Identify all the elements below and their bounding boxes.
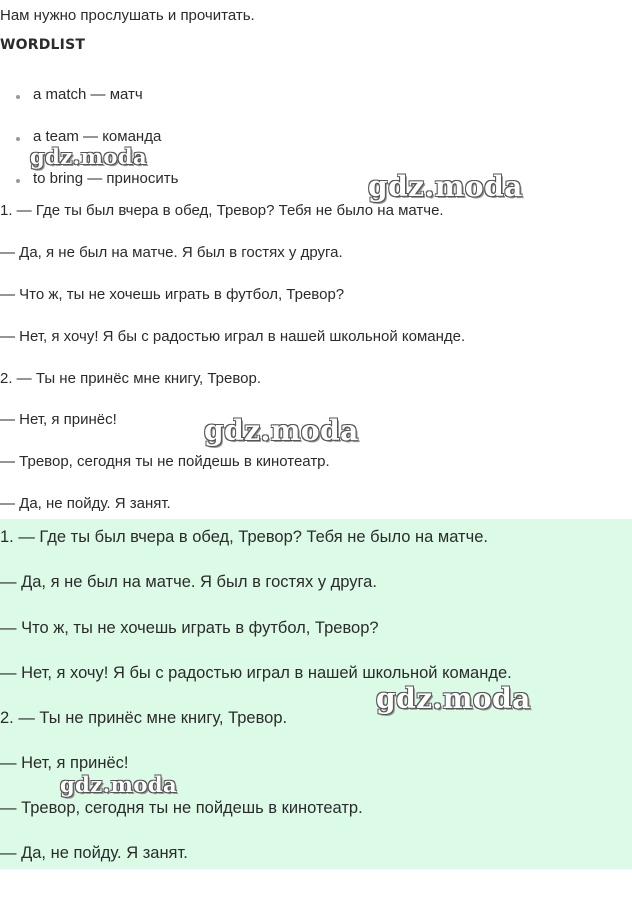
dialogue-line: — Тревор, сегодня ты не пойдешь в кинотеатр. [0,453,330,470]
answer-line: 1. — Где ты был вчера в обед, Тревор? Тебя не было на матче. [0,528,488,546]
answer-line: — Нет, я хочу! Я бы с радостью играл в нашей школьной команде. [0,664,512,682]
wordlist-item: to bring — приносить [33,170,179,187]
intro-text: Нам нужно прослушать и прочитать. [0,7,255,24]
watermark: gdz.moda [376,682,531,715]
answer-line: — Да, не пойду. Я занят. [0,844,188,862]
wordlist-heading: WORDLIST [0,37,86,53]
dialogue-line: — Что ж, ты не хочешь играть в футбол, Тревор? [0,286,345,303]
dialogue-line: 1. — Где ты был вчера в обед, Тревор? Тебя не было на матче. [0,202,444,219]
dialogue-line: 2. — Ты не принёс мне книгу, Тревор. [0,370,262,387]
answer-block [0,519,632,869]
bullet-icon [16,137,20,141]
watermark: gdz.moda [368,170,523,203]
answer-line: — Тревор, сегодня ты не пойдешь в кинотеатр. [0,799,363,817]
watermark: gdz.moda [30,144,148,169]
answer-line: — Да, я не был на матче. Я был в гостях у друга. [0,573,377,591]
answer-line: — Что ж, ты не хочешь играть в футбол, Тревор? [0,619,379,637]
answer-line: — Нет, я принёс! [0,754,129,772]
watermark: gdz.moda [204,414,359,447]
dialogue-line: — Нет, я хочу! Я бы с радостью играл в нашей школьной команде. [0,328,466,345]
dialogue-line: — Да, не пойду. Я занят. [0,495,171,512]
wordlist-item: a match — матч [33,86,143,103]
dialogue-line: — Да, я не был на матче. Я был в гостях у друга. [0,244,343,261]
wordlist-item: a team — команда [33,128,162,145]
dialogue-line: — Нет, я принёс! [0,411,117,428]
watermark: gdz.moda [60,772,178,797]
answer-line: 2. — Ты не принёс мне книгу, Тревор. [0,709,288,727]
bullet-icon [16,179,20,183]
bullet-icon [16,95,20,99]
